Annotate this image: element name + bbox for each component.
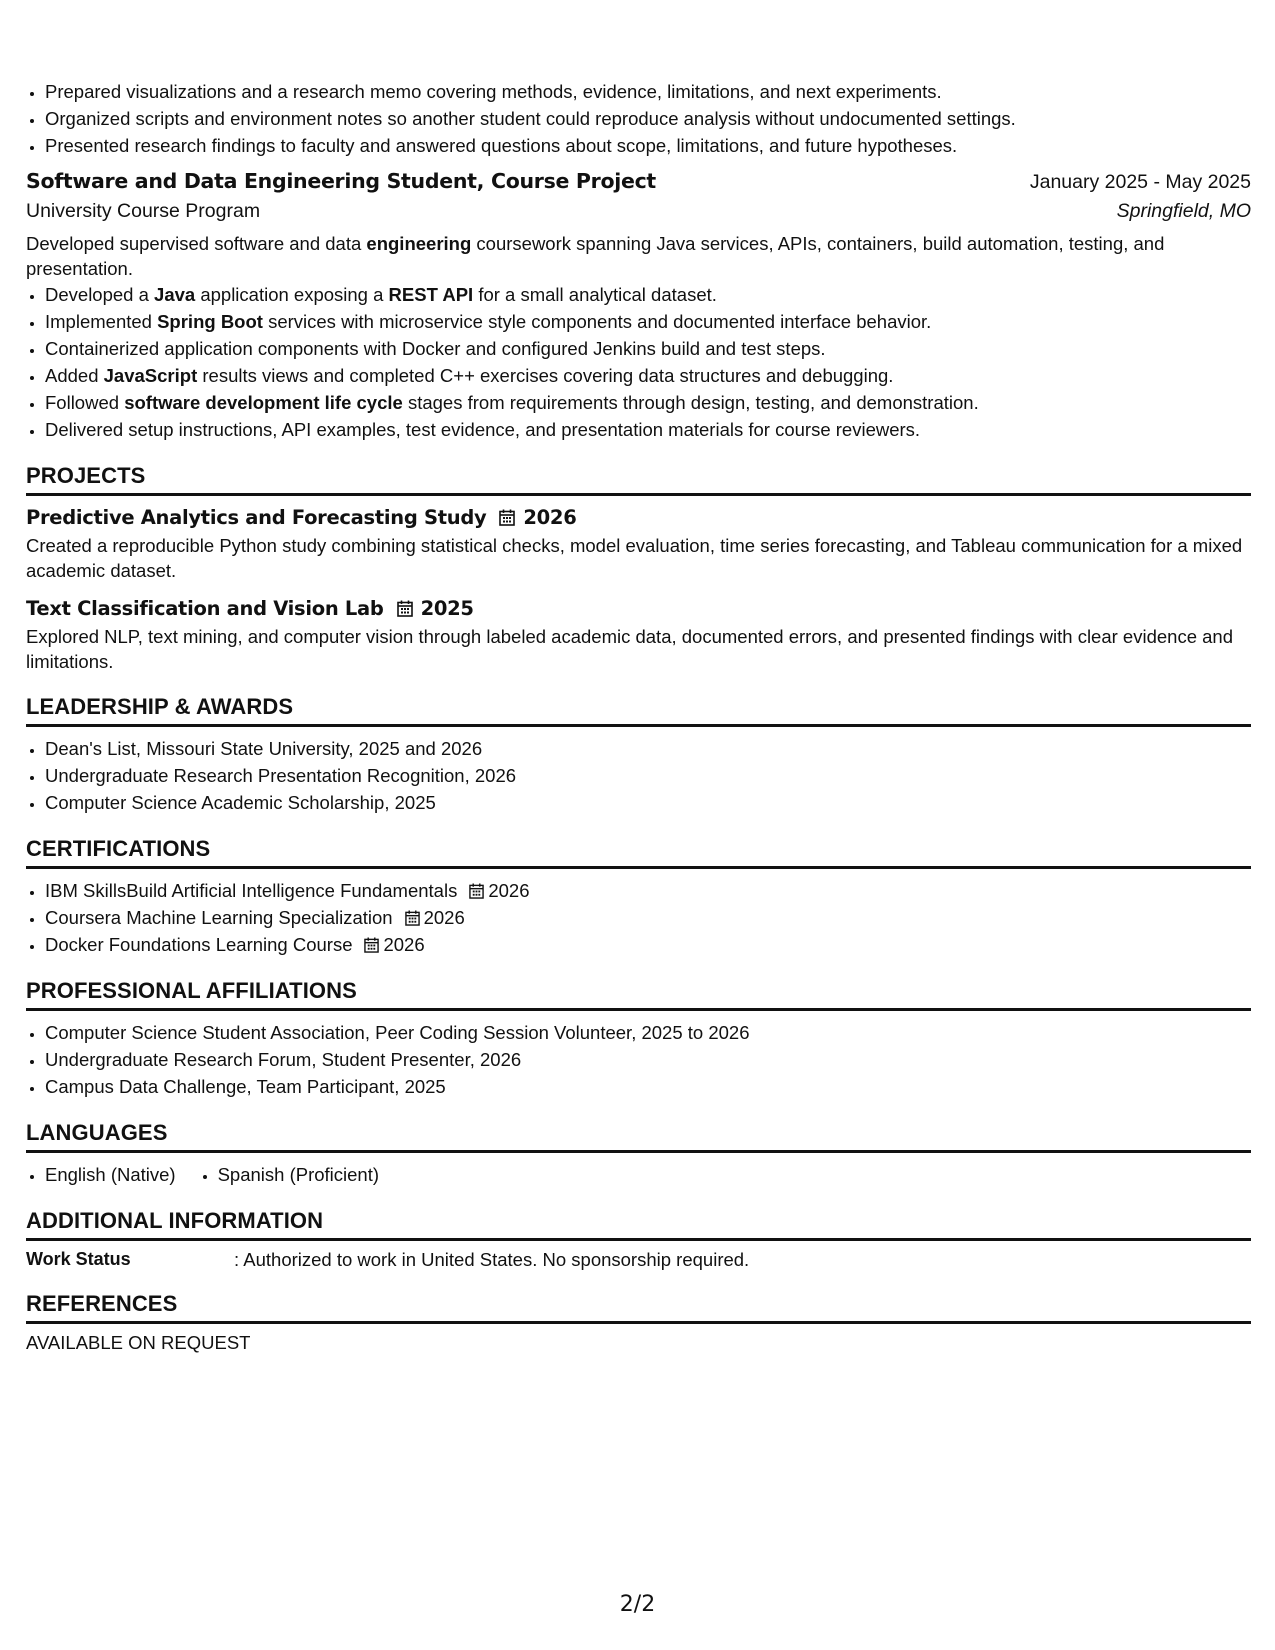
project-item xyxy=(26,597,1251,674)
affiliations-list xyxy=(26,1019,1251,1100)
list-item: • Developed a Java application exposing a REST API for a small analytical dataset. xyxy=(45,281,1251,308)
project-description: Created a reproducible Python study combining statistical checks, model evaluation, time series forecasting, and Tableau communication for a mixed academic dataset. xyxy=(26,535,1243,581)
list-item: • Organized scripts and environment notes so another student could reproduce analysis without undocumented settings. xyxy=(45,105,1251,132)
section-certifications-heading: CERTIFICATIONS xyxy=(26,836,1251,869)
job-title: Software and Data Engineering Student, Course Project xyxy=(26,169,656,193)
project-year: 2026 xyxy=(523,506,577,529)
list-item: • Implemented Spring Boot services with microservice style components and documented interface behavior. xyxy=(45,308,1251,335)
section-languages-heading: LANGUAGES xyxy=(26,1120,1251,1153)
language-item: • Spanish (Proficient) xyxy=(218,1161,379,1188)
list-item: • Containerized application components with Docker and configured Jenkins build and test steps. xyxy=(45,335,1251,362)
leadership-list xyxy=(26,735,1251,816)
cert-name: • Docker Foundations Learning Course xyxy=(45,934,353,955)
list-item xyxy=(45,931,1251,958)
section-additional-heading: ADDITIONAL INFORMATION xyxy=(26,1208,1251,1241)
list-item: • Campus Data Challenge, Team Participant, 2025 xyxy=(45,1073,1251,1100)
section-references-heading: REFERENCES xyxy=(26,1291,1251,1324)
project-title: Predictive Analytics and Forecasting Study xyxy=(26,506,487,529)
calendar-icon xyxy=(364,937,379,953)
summary-text: coursework spanning Java services, APIs, containers, build automation, testing, and presentation. xyxy=(26,233,1165,279)
list-item: • Followed software development life cycle stages from requirements through design, testing, and demonstration. xyxy=(45,389,1251,416)
job-summary xyxy=(26,231,1251,281)
list-item: • Undergraduate Research Presentation Recognition, 2026 xyxy=(45,762,1251,789)
calendar-icon xyxy=(499,509,515,526)
list-item: • Computer Science Academic Scholarship, 2025 xyxy=(45,789,1251,816)
language-item: • English (Native) xyxy=(45,1161,176,1188)
job-bullets xyxy=(26,281,1251,443)
calendar-icon xyxy=(397,600,413,617)
list-item: • Delivered setup instructions, API examples, test evidence, and presentation materials for course reviewers. xyxy=(45,416,1251,443)
cert-year: 2026 xyxy=(423,907,465,928)
job-header xyxy=(26,169,1251,194)
calendar-icon xyxy=(469,883,484,899)
job-location: Springfield, MO xyxy=(1116,200,1251,222)
job-dates: January 2025 - May 2025 xyxy=(1029,171,1251,193)
list-item xyxy=(45,877,1251,904)
job-org: University Course Program xyxy=(26,200,261,222)
calendar-icon xyxy=(405,910,420,926)
languages-list xyxy=(26,1161,1251,1188)
list-item: • Dean's List, Missouri State University, 2025 and 2026 xyxy=(45,735,1251,762)
list-item xyxy=(45,904,1251,931)
page-number: 2/2 xyxy=(619,1592,656,1617)
project-description: Explored NLP, text mining, and computer vision through labeled academic data, documented errors, and presented findings with clear evidence and limitations. xyxy=(26,626,1233,672)
certifications-list xyxy=(26,877,1251,958)
work-status-row xyxy=(26,1249,1251,1271)
work-status-value: : Authorized to work in United States. No sponsorship required. xyxy=(234,1249,750,1270)
list-item: • Undergraduate Research Forum, Student Presenter, 2026 xyxy=(45,1046,1251,1073)
section-projects-heading: PROJECTS xyxy=(26,463,1251,496)
summary-text: Developed supervised software and data xyxy=(26,233,367,254)
section-leadership-heading: LEADERSHIP & AWARDS xyxy=(26,694,1251,727)
project-item xyxy=(26,506,1251,583)
project-title: Text Classification and Vision Lab xyxy=(26,597,384,620)
work-status-label: Work Status xyxy=(26,1249,131,1269)
research-bullets xyxy=(26,78,1251,159)
list-item: • Added JavaScript results views and completed C++ exercises covering data structures and debugging. xyxy=(45,362,1251,389)
cert-name: • IBM SkillsBuild Artificial Intelligence Fundamentals xyxy=(45,880,458,901)
list-item: • Presented research findings to faculty and answered questions about scope, limitations, and future hypotheses. xyxy=(45,132,1251,159)
project-year: 2025 xyxy=(420,597,474,620)
references-text: AVAILABLE ON REQUEST xyxy=(26,1332,251,1353)
cert-year: 2026 xyxy=(488,880,530,901)
list-item: • Prepared visualizations and a research memo covering methods, evidence, limitations, and next experiments. xyxy=(45,78,1251,105)
job-subheader xyxy=(26,200,1251,223)
resume-page-2 xyxy=(26,78,1251,1354)
cert-year: 2026 xyxy=(383,934,425,955)
cert-name: • Coursera Machine Learning Specialization xyxy=(45,907,393,928)
section-affiliations-heading: PROFESSIONAL AFFILIATIONS xyxy=(26,978,1251,1011)
list-item: • Computer Science Student Association, Peer Coding Session Volunteer, 2025 to 2026 xyxy=(45,1019,1251,1046)
summary-keyword: engineering xyxy=(366,233,472,254)
